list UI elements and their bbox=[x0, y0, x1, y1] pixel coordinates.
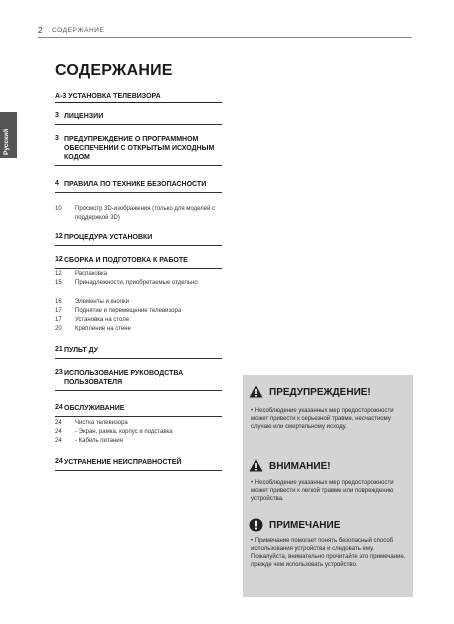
warning-triangle-icon bbox=[249, 385, 263, 398]
toc-page: 21 bbox=[55, 346, 63, 353]
toc-subentry[interactable] bbox=[55, 316, 222, 325]
toc-subpage: 10 bbox=[55, 206, 62, 212]
toc-entry-setup[interactable] bbox=[55, 233, 222, 246]
toc-text: ПРАВИЛА ПО ТЕХНИКЕ БЕЗОПАСНОСТИ bbox=[64, 181, 207, 188]
toc-text: ОБСЛУЖИВАНИЕ bbox=[64, 405, 125, 412]
toc-subentry[interactable] bbox=[55, 205, 222, 222]
language-label: Русский bbox=[3, 128, 10, 155]
toc-text: СБОРКА И ПОДГОТОВКА К РАБОТЕ bbox=[64, 257, 188, 264]
toc-subentry[interactable] bbox=[55, 270, 222, 279]
toc-entry-troubleshooting[interactable] bbox=[55, 458, 222, 471]
toc-subentry[interactable] bbox=[55, 325, 222, 334]
toc-entry-remote[interactable] bbox=[55, 346, 222, 359]
toc-text: ПРЕДУПРЕЖДЕНИЕ О ПРОГРАММНОМ ОБЕСПЕЧЕНИИ С ОТКРЫТЫМ ИСХОДНЫМ КОДОМ bbox=[64, 136, 215, 161]
toc-subtext: Чистка телевизора bbox=[75, 420, 128, 426]
toc-subtext: Установка на столе bbox=[75, 317, 130, 323]
toc-entry-open-source[interactable] bbox=[55, 135, 222, 166]
toc-subentry[interactable] bbox=[55, 307, 222, 316]
note-exclamation-icon bbox=[249, 518, 263, 532]
toc-subentry[interactable] bbox=[55, 428, 222, 437]
toc-page: 3 bbox=[55, 112, 59, 119]
toc-entry-maintenance[interactable] bbox=[55, 404, 222, 417]
toc-page: 4 bbox=[55, 180, 59, 187]
toc-page: 24 bbox=[55, 458, 63, 465]
page-title: СОДЕРЖАНИЕ bbox=[55, 62, 173, 79]
toc-subentry[interactable] bbox=[55, 298, 222, 307]
note-text: • Примечание помогает понять безопасный способ использования устройства и следовать ему. Пожалуйста, внимательно прочитайте это примечание, прежде чем использовать устройство. bbox=[251, 538, 406, 568]
toc-subtext: Распаковка bbox=[75, 271, 108, 277]
toc-subentry[interactable] bbox=[55, 437, 222, 446]
toc-subpage: 24 bbox=[55, 429, 62, 435]
toc-entry-safety[interactable] bbox=[55, 180, 222, 193]
caution-title: ВНИМАНИЕ! bbox=[269, 461, 331, 472]
toc-subtext: Принадлежности, приобретаемые отдельно bbox=[75, 280, 198, 286]
toc-subpage: 20 bbox=[55, 326, 62, 332]
toc-text: УСТРАНЕНИЕ НЕИСПРАВНОСТЕЙ bbox=[64, 459, 182, 466]
warning-text: • Несоблюдение указанных мер предосторожности может привести к серьезной травме, несчастному случаю или смертельному исходу. bbox=[251, 408, 394, 430]
toc-entry-user-guide[interactable] bbox=[55, 369, 222, 391]
toc-subentry[interactable] bbox=[55, 279, 215, 288]
toc-subpage: 15 bbox=[55, 280, 62, 286]
safety-notes-panel bbox=[243, 375, 413, 597]
toc-subtext: Элементы и кнопки bbox=[75, 299, 129, 305]
toc-page: 12 bbox=[55, 256, 63, 263]
toc-text: ИСПОЛЬЗОВАНИЕ РУКОВОДСТВА ПОЛЬЗОВАТЕЛЯ bbox=[64, 370, 184, 386]
toc-subtext: Поднятие и перемещение телевизора bbox=[75, 308, 182, 314]
warning-title: ПРЕДУПРЕЖДЕНИЕ! bbox=[269, 387, 371, 398]
toc-text: ПРОЦЕДУРА УСТАНОВКИ bbox=[64, 234, 153, 241]
toc-entry-licenses[interactable] bbox=[55, 112, 222, 125]
toc-subpage: 17 bbox=[55, 317, 62, 323]
toc-text: ЛИЦЕНЗИИ bbox=[64, 113, 104, 120]
section-heading: A-3 УСТАНОВКА ТЕЛЕВИЗОРА bbox=[55, 93, 222, 103]
note-title: ПРИМЕЧАНИЕ bbox=[269, 520, 341, 531]
toc-subpage: 17 bbox=[55, 308, 62, 314]
toc-entry-assembly[interactable] bbox=[55, 256, 222, 269]
caution-triangle-icon bbox=[249, 459, 263, 472]
toc-page: 23 bbox=[55, 369, 63, 376]
header-rule bbox=[38, 37, 412, 38]
language-side-tab bbox=[0, 112, 17, 158]
caution-text: • Несоблюдение указанных мер предосторожности может привести к легкой травме или повреждению устройства. bbox=[251, 480, 394, 502]
toc-subtext: Просмотр 3D-изображения (только для моделей с поддержкой 3D) bbox=[75, 206, 216, 221]
toc-subtext: Крепление на стене bbox=[75, 326, 131, 332]
toc-text: ПУЛЬТ ДУ bbox=[64, 347, 99, 354]
header-page-number: 2 bbox=[38, 26, 43, 35]
toc-page: 3 bbox=[55, 135, 59, 142]
toc-subentry[interactable] bbox=[55, 419, 222, 428]
toc-page: 24 bbox=[55, 404, 63, 411]
toc-page: 12 bbox=[55, 233, 63, 240]
toc-subpage: 12 bbox=[55, 271, 62, 277]
toc-subpage: 24 bbox=[55, 438, 62, 444]
header-title: СОДЕРЖАНИЕ bbox=[52, 27, 105, 34]
toc-subtext: - Экран, рамка, корпус и подставка bbox=[75, 429, 173, 435]
toc-subpage: 24 bbox=[55, 420, 62, 426]
toc-subpage: 16 bbox=[55, 299, 62, 305]
toc-subtext: - Кабель питания bbox=[75, 438, 123, 444]
